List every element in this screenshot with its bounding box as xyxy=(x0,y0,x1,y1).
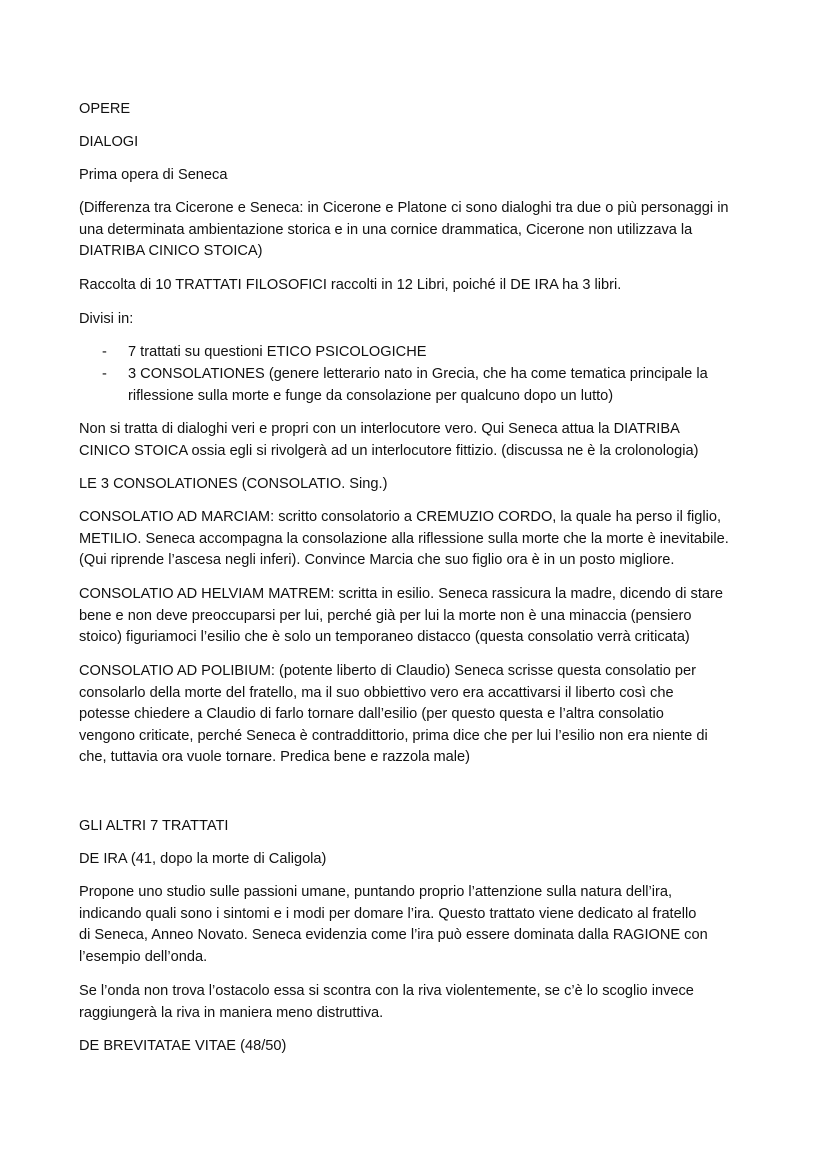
paragraph-line: Non si tratta di dialoghi veri e propri con un interlocutore vero. Qui Seneca attua la DIATRIBA xyxy=(79,421,680,437)
list-item-text: riflessione sulla morte e funge da consolazione per qualcuno dopo un lutto) xyxy=(128,387,614,404)
helviam-paragraph xyxy=(79,584,759,649)
de-ira-paragraph xyxy=(79,882,759,968)
paragraph-line: CONSOLATIO AD MARCIAM: scritto consolatorio a CREMUZIO CORDO, la quale ha perso il figlio, xyxy=(79,509,722,525)
bullet-dash: - xyxy=(102,366,107,382)
list-item-text: 3 CONSOLATIONES (genere letterario nato in Grecia, che ha come tematica principale la xyxy=(128,366,708,382)
paragraph-line: Se l’onda non trova l’ostacolo essa si scontra con la riva violentemente, se c’è lo scoglio invece xyxy=(79,983,694,999)
onda-paragraph xyxy=(79,981,759,1024)
list-item-text: 7 trattati su questioni ETICO PSICOLOGICHE xyxy=(128,344,427,360)
collection-paragraph: Raccolta di 10 TRATTATI FILOSOFICI raccolti in 12 Libri, poiché il DE IRA ha 3 libri. xyxy=(79,277,622,293)
heading-opere: OPERE xyxy=(79,101,131,117)
de-brevitate-title: DE BREVITATAE VITAE (48/50) xyxy=(79,1038,287,1054)
paragraph-line: raggiungerà la riva in maniera meno distruttiva. xyxy=(79,1004,384,1021)
paragraph-line: (Differenza tra Cicerone e Seneca: in Cicerone e Platone ci sono dialoghi tra due o più personaggi in xyxy=(79,200,729,216)
paragraph-line: potesse chiedere a Claudio di farlo tornare dall’esilio (per questo questa e l’altra consolatio xyxy=(79,706,664,722)
paragraph-line: CONSOLATIO AD HELVIAM MATREM: scritta in esilio. Seneca rassicura la madre, dicendo di stare xyxy=(79,586,723,602)
paragraph-line: METILIO. Seneca accompagna la consolazione alla riflessione sulla morte che la morte è inevitabile. xyxy=(79,530,729,547)
paragraph-line: indicando quali sono i sintomi e i modi per domare l’ira. Questo trattato viene dedicato al fratello xyxy=(79,905,697,922)
paragraph-line: l’esempio dell’onda. xyxy=(79,948,208,965)
marciam-paragraph xyxy=(79,507,759,572)
paragraph-line: DIATRIBA CINICO STOICA) xyxy=(79,243,263,259)
difference-paragraph xyxy=(79,198,759,263)
not-real-paragraph xyxy=(79,419,759,462)
paragraph-line: vengono criticate, perché Seneca è contraddittorio, prima dice che per lui l’esilio non era niente di xyxy=(79,727,708,744)
paragraph-line: CONSOLATIO AD POLIBIUM: (potente liberto di Claudio) Seneca scrisse questa consolatio per xyxy=(79,663,696,679)
heading-altri-trattati: GLI ALTRI 7 TRATTATI xyxy=(79,818,229,834)
polibium-paragraph xyxy=(79,661,759,769)
paragraph-line: (Qui riprende l’ascesa negli inferi). Convince Marcia che suo figlio ora è in un posto migliore. xyxy=(79,552,675,568)
intro-paragraph: Prima opera di Seneca xyxy=(79,167,228,183)
heading-dialogi: DIALOGI xyxy=(79,134,139,150)
paragraph-line: stoico) figuriamoci l’esilio che è solo un temporaneo distacco (questa consolatio verrà criticata) xyxy=(79,629,690,645)
bullet-dash: - xyxy=(102,344,107,360)
paragraph-line: che, tuttavia ora vuole tornare. Predica bene e razzola male) xyxy=(79,749,471,765)
paragraph-line: Propone uno studio sulle passioni umane, puntando proprio l’attenzione sulla natura dell’ira, xyxy=(79,884,673,900)
divided-paragraph: Divisi in: xyxy=(79,311,134,327)
paragraph-line: CINICO STOICA ossia egli si rivolgerà ad un interlocutore fittizio. (discussa ne è la crolonologia) xyxy=(79,442,699,459)
paragraph-line: consolarlo della morte del fratello, ma il suo obbiettivo vero era accattivarsi il liberto così che xyxy=(79,684,674,701)
heading-consolationes: LE 3 CONSOLATIONES (CONSOLATIO. Sing.) xyxy=(79,476,388,492)
paragraph-line: una determinata ambientazione storica e in una cornice drammatica, Cicerone non utilizzava la xyxy=(79,221,693,238)
paragraph-line: di Seneca, Anneo Novato. Seneca evidenzia come l’ira può essere dominata dalla RAGIONE con xyxy=(79,927,708,943)
de-ira-title: DE IRA (41, dopo la morte di Caligola) xyxy=(79,851,327,867)
paragraph-line: bene e non deve preoccuparsi per lui, perché già per lui la morte non è una minaccia (pensiero xyxy=(79,607,692,624)
